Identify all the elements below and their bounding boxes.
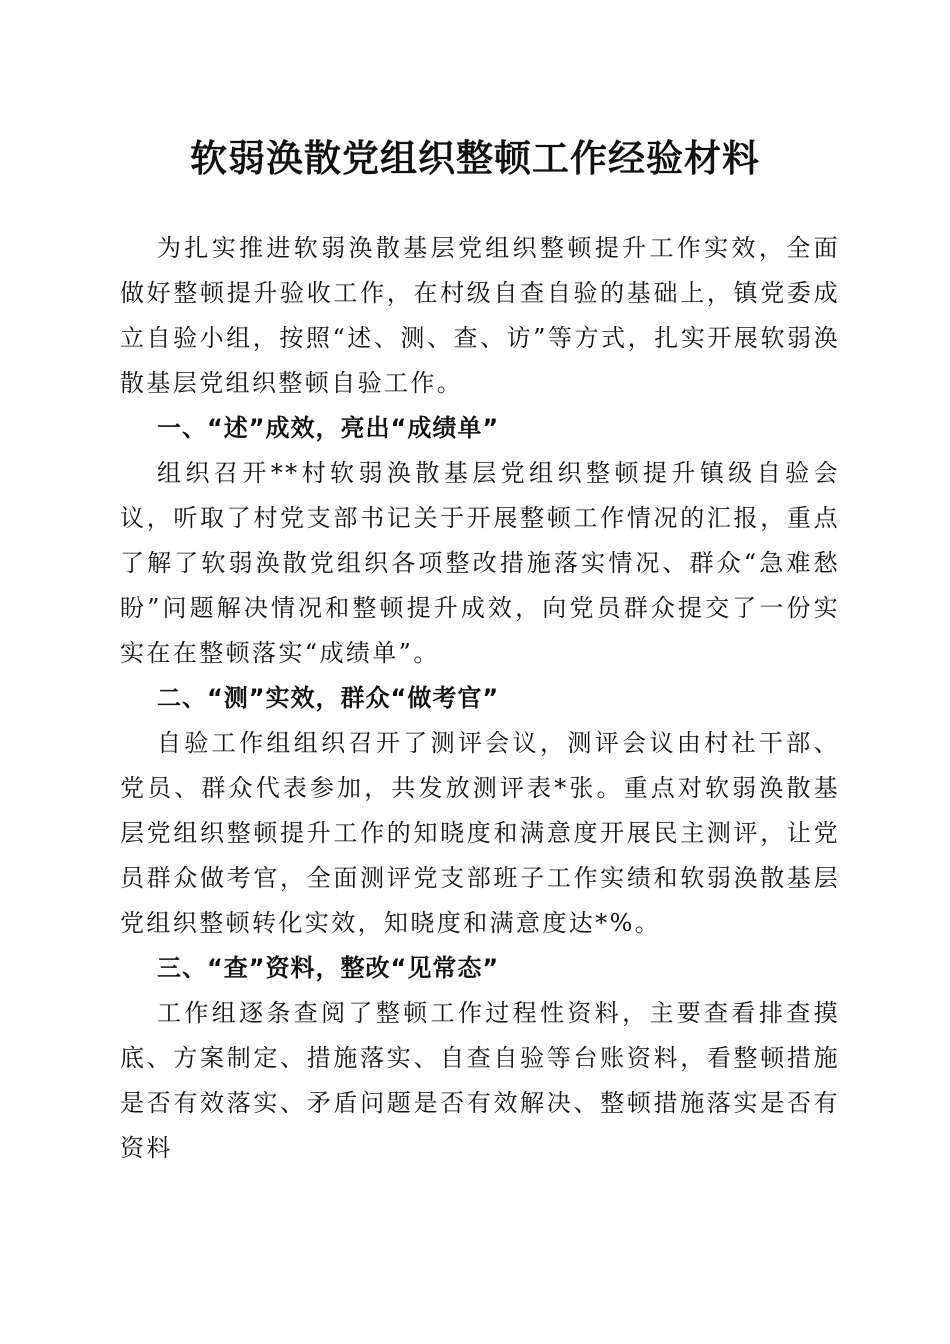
document-title: 软弱涣散党组织整顿工作经验材料: [190, 136, 760, 180]
section-paragraph-1: 组织召开**村软弱涣散基层党组织整顿提升镇级自验会议，听取了村党支部书记关于开展整顿工作情况的汇报，重点了解了软弱涣散党组织各项整改措施落实情况、群众“急难愁盼”问题解决情况和整顿提升成效，向党员群众提交了一份实实在在整顿落实“成绩单”。: [120, 459, 840, 667]
intro-paragraph: 为扎实推进软弱涣散基层党组织整顿提升工作实效，全面做好整顿提升验收工作，在村级自查自验的基础上，镇党委成立自验小组，按照“述、测、查、访”等方式，扎实开展软弱涣散基层党组织整顿自验工作。: [120, 234, 840, 397]
section-paragraph-3: 工作组逐条查阅了整顿工作过程性资料，主要查看排查摸底、方案制定、措施落实、自查自验等台账资料，看整顿措施是否有效落实、矛盾问题是否有效解决、整顿措施落实是否有资料: [120, 999, 840, 1162]
section-heading-3: 三、“查”资料，整改“见常态”: [157, 954, 500, 982]
section-heading-1: 一、“述”成效，亮出“成绩单”: [157, 414, 500, 442]
document-body: [120, 226, 840, 1171]
section-heading-2: 二、“测”实效，群众“做考官”: [157, 684, 500, 712]
section-paragraph-2: 自验工作组组织召开了测评会议，测评会议由村社干部、党员、群众代表参加，共发放测评表*张。重点对软弱涣散基层党组织整顿提升工作的知晓度和满意度开展民主测评，让党员群众做考官，全面测评党支部班子工作实绩和软弱涣散基层党组织整顿转化实效，知晓度和满意度达*%。: [120, 729, 840, 937]
